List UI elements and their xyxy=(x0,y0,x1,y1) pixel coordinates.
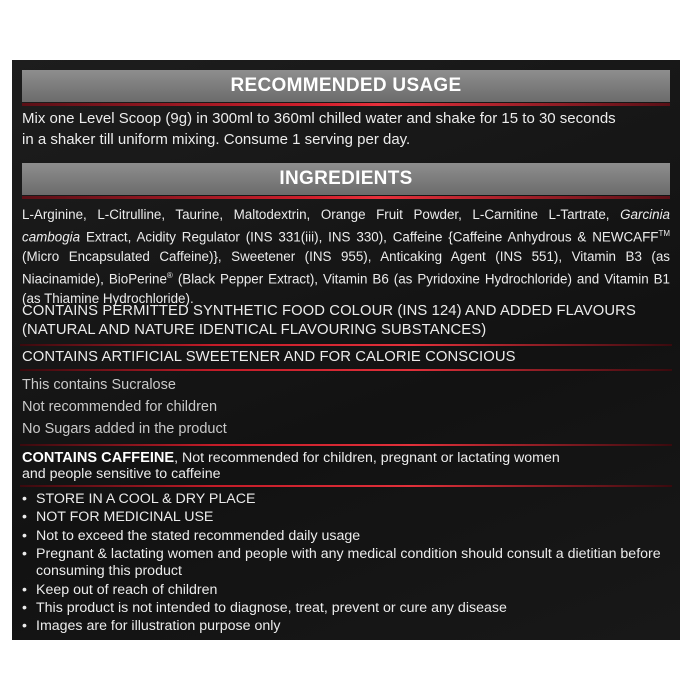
ingredients-text xyxy=(22,205,670,308)
warnings-list xyxy=(22,491,670,637)
ingredients-part-2: Extract, Acidity Regulator (INS 331(iii), INS 330), Caffeine {Caffeine Anhydrous & NEWCAFF xyxy=(80,229,659,245)
caffeine-bold-label: CONTAINS CAFFEINE xyxy=(22,450,175,466)
caffeine-line-1-rest: , Not recommended for children, pregnant or lactating women xyxy=(174,450,560,466)
ingredients-heading: INGREDIENTS xyxy=(22,163,670,195)
sweetener-item: No Sugars added in the product xyxy=(22,421,227,437)
caffeine-warning xyxy=(22,450,670,482)
usage-line-2: in a shaker till uniform mixing. Consume 1 serving per day. xyxy=(22,131,411,148)
sweetener-item: Not recommended for children xyxy=(22,399,218,415)
caffeine-line-1 xyxy=(22,450,670,466)
permitted-colour-statement xyxy=(22,302,670,340)
ingredients-part-1: L-Arginine, L-Citrulline, Taurine, Maltodextrin, Orange Fruit Powder, L-Carnitine L-Tartrate, xyxy=(22,207,610,222)
divider-red xyxy=(20,369,672,371)
artificial-sweetener-heading: CONTAINS ARTIFICIAL SWEETENER AND FOR CALORIE CONSCIOUS xyxy=(22,349,516,365)
permitted-line-1: CONTAINS PERMITTED SYNTHETIC FOOD COLOUR (INS 124) AND ADDED FLAVOURS xyxy=(22,303,636,319)
recommended-usage-heading: RECOMMENDED USAGE xyxy=(22,70,670,102)
usage-line-1: Mix one Level Scoop (9g) in 300ml to 360ml chilled water and shake for 15 to 30 seconds xyxy=(22,110,616,127)
list-item: • NOT FOR MEDICINAL USE xyxy=(22,509,670,526)
divider-red xyxy=(20,485,672,487)
ingredients-part-3: (Micro Encapsulated Caffeine)}, Sweetener (INS 955), Anticaking Agent (INS 551), Vitamin B3 (as Niacinamide), BioPerine xyxy=(22,248,670,287)
divider-red xyxy=(20,344,672,346)
list-item: • STORE IN A COOL & DRY PLACE xyxy=(22,491,670,508)
list-item: • Not to exceed the stated recommended daily usage xyxy=(22,528,670,545)
list-item: • Images are for illustration purpose only xyxy=(22,618,670,635)
trademark-mark: TM xyxy=(658,229,670,239)
list-item: • Keep out of reach of children xyxy=(22,582,670,599)
divider-red xyxy=(20,444,672,446)
caffeine-line-2: and people sensitive to caffeine xyxy=(22,466,221,482)
sweetener-item: This contains Sucralose xyxy=(22,377,176,393)
ingredients-part-4: (Black Pepper Extract), Vitamin B6 (as Pyridoxine Hydrochloride) and Vitamin B1 (as Thiamine Hydrochloride). xyxy=(22,271,671,306)
ingredients-italic: Garcinia cambogia xyxy=(22,207,670,245)
list-item: • Pregnant & lactating women and people with any medical condition should consult a dietitian before consuming this product xyxy=(22,546,670,580)
permitted-line-2: (NATURAL AND NATURE IDENTICAL FLAVOURING SUBSTANCES) xyxy=(22,322,487,338)
label-panel xyxy=(12,60,680,640)
recommended-usage-text xyxy=(22,108,670,150)
registered-mark: ® xyxy=(166,271,173,281)
list-item: • This product is not intended to diagnose, treat, prevent or cure any disease xyxy=(22,600,670,617)
